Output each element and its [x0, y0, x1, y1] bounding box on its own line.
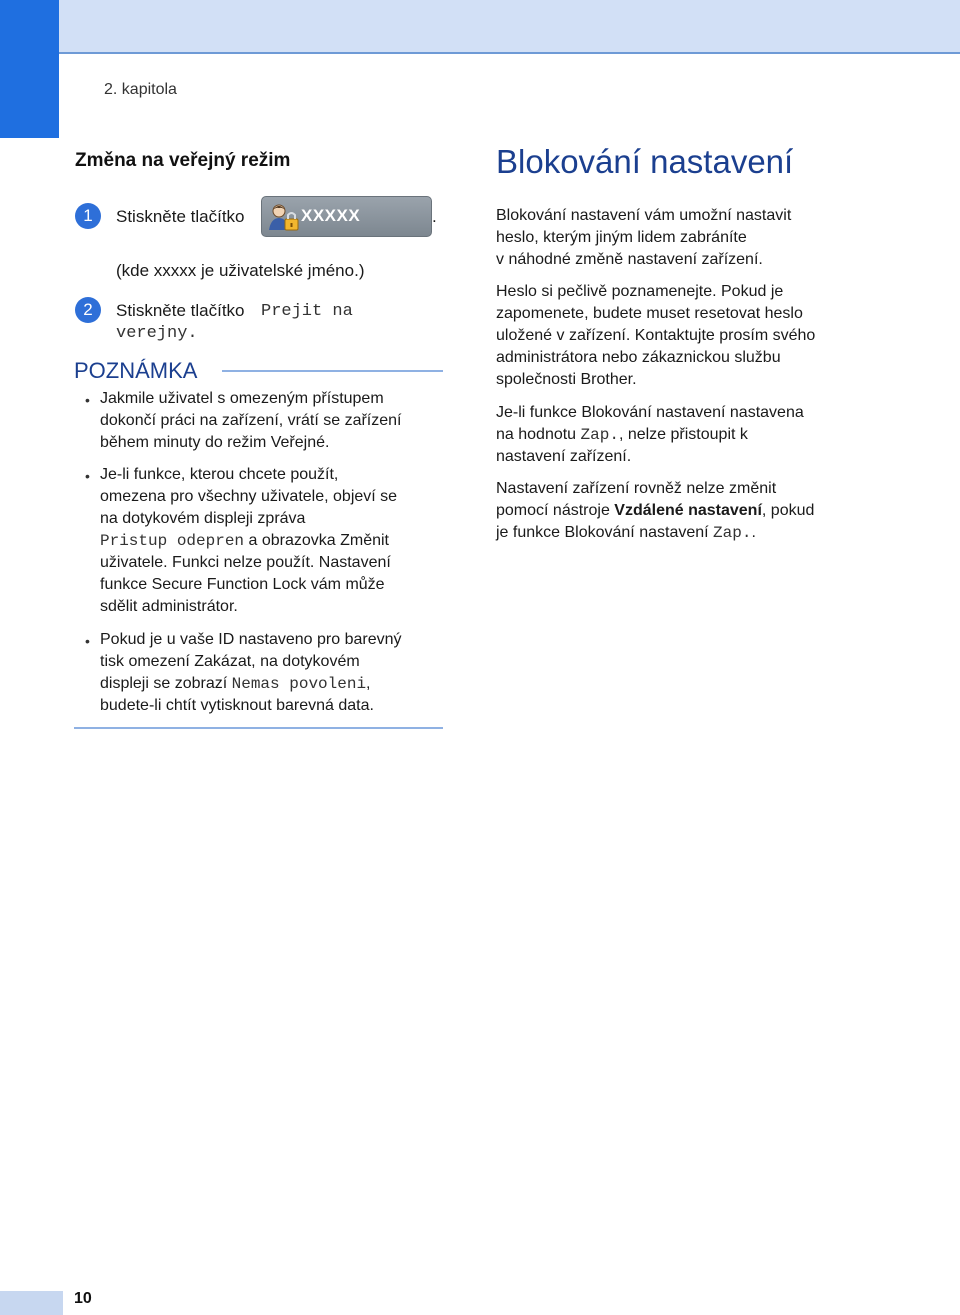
step-1-period: . [432, 207, 437, 226]
chapter-tab [0, 0, 59, 138]
chapter-label: 2. kapitola [104, 81, 177, 98]
page-number: 10 [74, 1290, 92, 1307]
bullet-dot: • [85, 633, 90, 649]
bullet-2-line: uživatele. Funkci nelze použít. Nastavení [100, 554, 391, 571]
right-section-heading: Blokování nastavení [496, 143, 794, 180]
note-rule-bottom [74, 727, 443, 729]
pristup-odepren-code: Pristup odepren [100, 532, 245, 550]
header-band [59, 0, 960, 54]
step-2-code-1: Prejit na [261, 302, 353, 321]
user-lock-icon [267, 202, 301, 232]
bullet-1-line: během minuty do režim Veřejné. [100, 434, 330, 451]
note-title: POZNÁMKA [74, 358, 198, 383]
bullet-dot: • [85, 392, 90, 408]
remote-setup-label: Vzdálené nastavení [614, 502, 762, 519]
note-bullet-1 [100, 388, 445, 454]
user-button[interactable] [261, 196, 432, 237]
bullet-dot: • [85, 468, 90, 484]
zap-code: Zap. [580, 426, 619, 444]
step-2-text: Stiskněte tlačítko [116, 301, 245, 320]
step-1-text: Stiskněte tlačítko [116, 207, 245, 226]
step-2-code-2: verejny. [116, 324, 198, 343]
bullet-1-line: Jakmile uživatel s omezeným přístupem [100, 390, 384, 407]
bullet-1-line: dokončí práci na zařízení, vrátí se zařízení [100, 412, 402, 429]
step-1-note: (kde xxxxx je uživatelské jméno.) [116, 261, 365, 280]
bullet-2-line: omezena pro všechny uživatele, objeví se [100, 488, 398, 505]
bullet-3-line: Pokud je u vaše ID nastaveno pro barevný [100, 631, 402, 648]
bullet-3-line: tisk omezení Zakázat, na dotykovém [100, 653, 360, 670]
note-bullet-3 [100, 629, 445, 717]
paragraph-3: Je-li funkce Blokování nastavení nastavena na hodnotu Zap., nelze přistoupit k nastavení zařízení. [496, 404, 804, 465]
bullet-2-line: funkce Secure Function Lock vám může [100, 576, 385, 593]
bullet-3-line: displeji se zobrazí Nemas povoleni, [100, 675, 371, 693]
paragraph-1: Blokování nastavení vám umožní nastavit heslo, kterým jiným lidem zabráníte v náhodné změně nastavení zařízení. [496, 207, 792, 268]
paragraph-2: Heslo si pečlivě poznamenejte. Pokud je zapomenete, budete muset resetovat heslo uložené v zařízení. Kontaktujte prosím svého administrátora nebo zákaznickou službu společnosti Brother. [496, 283, 816, 388]
bullet-2-line: na dotykovém displeji zpráva [100, 510, 306, 527]
zap-code: Zap. [713, 524, 752, 542]
paragraph-4: Nastavení zařízení rovněž nelze změnit pomocí nástroje Vzdálené nastavení, pokud je funkce Blokování nastavení Zap.. [496, 480, 815, 542]
step-1-number: 1 [75, 203, 101, 229]
step-2-number: 2 [75, 297, 101, 323]
bullet-2-line: Pristup odepren a obrazovka Změnit [100, 532, 389, 550]
section-heading: Změna na veřejný režim [75, 150, 291, 171]
note-bullet-2 [100, 464, 445, 618]
bullet-3-line: budete-li chtít vytisknout barevná data. [100, 697, 374, 714]
bullet-2-line: sdělit administrátor. [100, 598, 238, 615]
bullet-2-line: Je-li funkce, kterou chcete použít, [100, 466, 339, 483]
note-rule-top [222, 370, 443, 372]
footer-bar [0, 1291, 63, 1315]
user-button-label: XXXXX [301, 206, 361, 225]
nemas-povoleni-code: Nemas povoleni [231, 675, 367, 693]
